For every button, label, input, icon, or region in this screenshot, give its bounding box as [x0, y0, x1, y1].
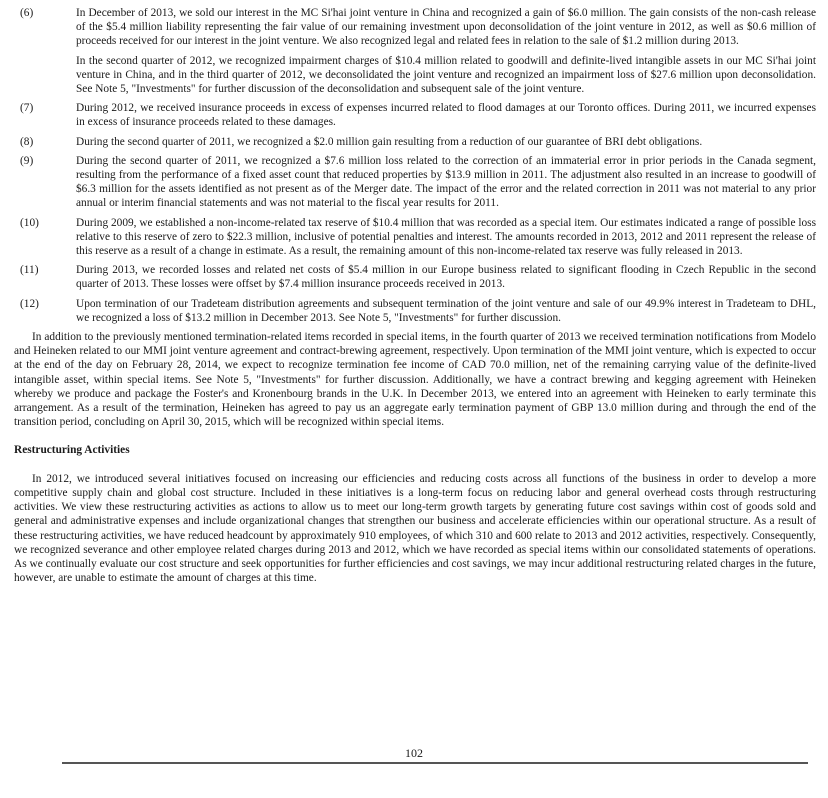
- restructuring-heading: Restructuring Activities: [14, 444, 130, 457]
- page-number: 102: [405, 746, 423, 760]
- note-number: (7): [20, 102, 34, 115]
- termination-paragraph: In addition to the previously mentioned termination-related items recorded in special items, in the fourth quarter of 2013 we received termination notifications from Modelo and Heineken related to our MMI joint venture agreement and contract-brewing agreement, respectively. Upon termination of the MMI joint venture, which is expected to occur at the end of the day on February 28, 2014, we expect to recognize termination fee income of CAD 70.0 million, net of the remaining carrying value of the definite-lived intangible asset, within special items. See Note 5, "Investments" for further discussion. Additionally, we have a contract brewing and kegging agreement with Heineken whereby we produce and package the Foster's and Kronenbourg brands in the U.K. In December 2013, we entered into an agreement with Heineken to early terminate this arrangement. As a result of the termination, Heineken has agreed to pay us an aggregate early termination payment of GBP 13.0 million during and through the end of the transition period, concluding on April 30, 2015, which will be recognized within special items.: [14, 331, 816, 429]
- note-number: (10): [20, 216, 39, 229]
- footer-rule: [62, 762, 808, 764]
- note-paragraph: In the second quarter of 2012, we recognized impairment charges of $10.4 million related to goodwill and definite-lived intangible assets in our MC Si'hai joint venture in China, and in the third quarter of 2012, we deconsolidated the joint venture and recognized an impairment loss of $27.6 million upon deconsolidation. See Note 5, "Investments" for further discussion of the deconsolidation and subsequent sale of the joint venture.: [76, 54, 816, 96]
- note-7: [14, 101, 816, 129]
- note-paragraph: During 2012, we received insurance proceeds in excess of expenses incurred related to flood damages at our Toronto offices. During 2011, we incurred expenses in excess of insurance proceeds related to these damages.: [76, 102, 816, 129]
- note-body: [76, 154, 816, 211]
- note-body: [76, 101, 816, 129]
- note-10: [14, 216, 816, 259]
- note-paragraph: During the second quarter of 2011, we recognized a $2.0 million gain resulting from a reduction of our guarantee of BRI debt obligations.: [76, 135, 703, 148]
- note-number: (12): [20, 297, 39, 310]
- note-paragraph: Upon termination of our Tradeteam distribution agreements and subsequent termination of the joint venture and sale of our 49.9% interest in Tradeteam to DHL, we recognized a loss of $13.2 million in December 2013. See Note 5, "Investments" for further discussion.: [76, 297, 816, 324]
- note-body: [76, 263, 816, 291]
- note-8: [14, 135, 816, 149]
- note-number: (9): [20, 154, 34, 167]
- note-11: [14, 263, 816, 291]
- note-number: (6): [20, 7, 34, 19]
- note-12: [14, 297, 816, 325]
- note-number: (11): [20, 264, 39, 277]
- note-body: [76, 6, 816, 96]
- note-paragraph: During 2009, we established a non-income-related tax reserve of $10.4 million that was recorded as a special item. Our estimates indicated a range of possible loss relative to this reserve of zero to $22.3 million, inclusive of potential penalties and interest. The amounts recorded in 2013, 2012 and 2011 represent the release of this reserve as a result of a change in estimate. As a result, the remaining amount of this non-income-related tax reserve was fully released in 2013.: [76, 216, 816, 258]
- note-body: [76, 135, 816, 149]
- note-body: [76, 297, 816, 325]
- note-number: (8): [20, 135, 34, 148]
- note-paragraph: During the second quarter of 2011, we recognized a $7.6 million loss related to the correction of an immaterial error in prior periods in the Canada segment, resulting from the performance of a fixed asset count that reduced properties by $13.9 million in 2011. The adjustment also resulted in an increase to goodwill of $6.3 million for the assets identified as not present as of the Merger date. The impact of the error and the related correction in 2011 was not material to any prior annual or interim financial statements and was not material to the fiscal year results for 2011.: [76, 154, 816, 210]
- note-9: [14, 154, 816, 211]
- note-paragraph: In December of 2013, we sold our interest in the MC Si'hai joint venture in China and recognized a gain of $6.0 million. The gain consists of the non-cash release of the $5.4 million liability representing the fair value of our remaining investment upon deconsolidation of the joint venture in 2012, as well as $0.6 million of proceeds received for our interest in the joint venture. We also recognized legal and related fees in relation to the sale of $1.2 million during 2013.: [76, 7, 816, 48]
- note-paragraph: During 2013, we recorded losses and related net costs of $5.4 million in our Europe business related to significant flooding in Czech Republic in the second quarter of 2013. These losses were offset by $7.4 million insurance proceeds received in 2013.: [76, 264, 816, 291]
- note-6: [14, 6, 816, 96]
- note-body: [76, 216, 816, 259]
- restructuring-paragraph: In 2012, we introduced several initiatives focused on increasing our efficiencies and reducing costs across all functions of the business in order to develop a more competitive supply chain and global cost structure. Included in these initiatives is a long-term focus on reducing labor and general overhead costs through restructuring activities. We view these restructuring activities as actions to allow us to meet our long-term growth targets by generating future cost savings within cost of goods sold and general and administrative expenses and include organizational changes that strengthen our business and accelerate efficiencies within our operational structure. As a result of these restructuring activities, we have reduced headcount by approximately 910 employees, of which 310 and 600 relate to 2013 and 2012 activities, respectively. Consequently, we recognized severance and other employee related charges during 2013 and 2012, which we have recorded as special items within our consolidated statements of operations. As we continually evaluate our cost structure and seek opportunities for further efficiencies and cost savings, we may incur additional restructuring related charges in the future, however, are unable to estimate the amount of charges at this time.: [14, 472, 816, 585]
